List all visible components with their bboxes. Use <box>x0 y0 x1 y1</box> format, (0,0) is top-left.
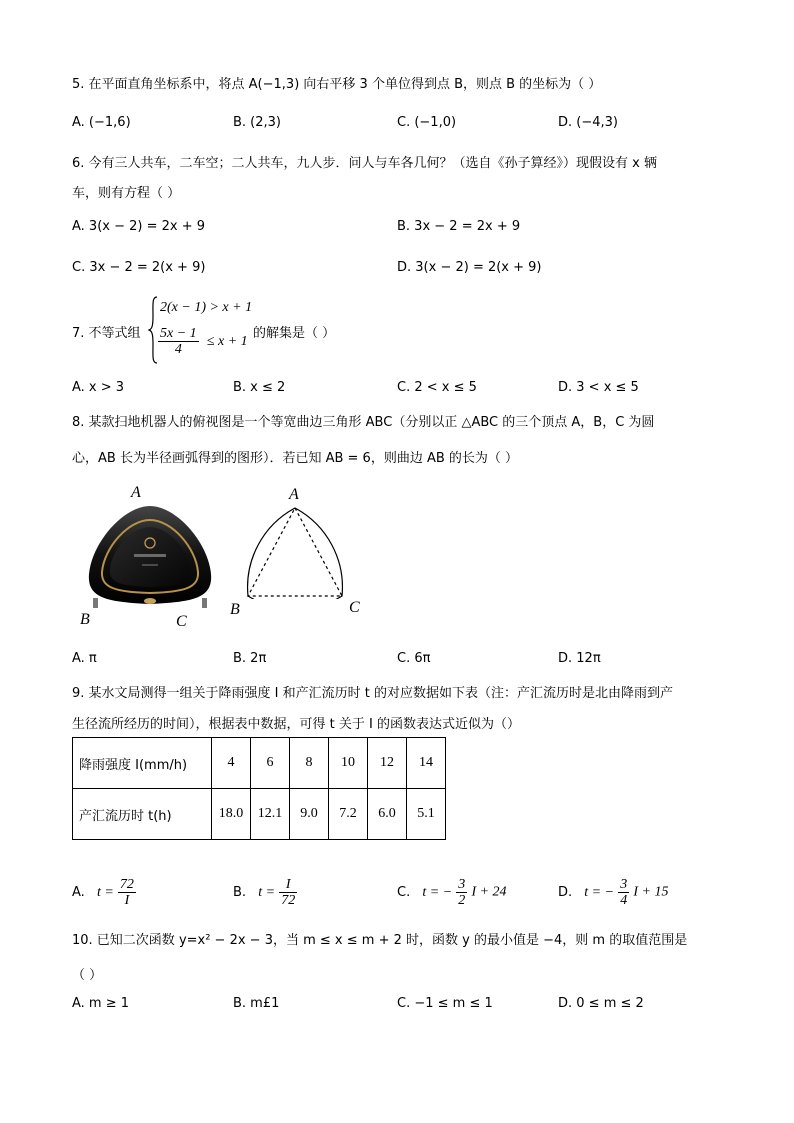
q10-stem-line1: 10. 已知二次函数 y=x² − 2x − 3，当 m ≤ x ≤ m + 2 时，函数 y 的最小值是 −4，则 m 的取值范围是 <box>72 933 688 948</box>
q7-inequality-2-rest: ≤ x + 1 <box>206 333 248 349</box>
q7-fraction <box>158 326 199 357</box>
table-cell: 12.1 <box>251 789 290 840</box>
table-cell: 6.0 <box>368 789 407 840</box>
q7-suffix: 的解集是（ ） <box>253 326 336 341</box>
q9-option-b-num: I <box>279 877 297 893</box>
q9-option-c <box>397 877 507 908</box>
table-row <box>73 789 446 840</box>
table-cell: 8 <box>290 738 329 789</box>
q10-stem-line2: （ ） <box>72 968 103 983</box>
q6-option-d: D. 3(x − 2) = 2(x + 9) <box>397 260 542 275</box>
q9-option-a-label: A. <box>72 885 85 900</box>
q5-option-d: D. (−4,3) <box>558 115 618 130</box>
q9-option-d-lhs: t = − <box>584 884 615 900</box>
q6-option-a: A. 3(x − 2) = 2x + 9 <box>72 219 206 234</box>
q8-option-d: D. 12π <box>558 651 601 666</box>
q7-fraction-den: 4 <box>174 342 182 357</box>
q9-option-d-label: D. <box>558 885 573 900</box>
q9-stem-line1: 9. 某水文局测得一组关于降雨强度 I 和产汇流历时 t 的对应数据如下表（注：产汇流历时是北由降雨到产 <box>72 686 673 701</box>
q7-inequality-1: 2(x − 1) > x + 1 <box>160 300 253 315</box>
q9-option-a-num: 72 <box>119 877 134 892</box>
table-row <box>73 738 446 789</box>
q6-option-b: B. 3x − 2 = 2x + 9 <box>397 219 521 234</box>
q9-option-c-rest: I + 24 <box>471 884 507 900</box>
q8-option-a: A. π <box>72 651 97 666</box>
q9-option-c-den: 2 <box>458 893 466 908</box>
q10-option-d: D. 0 ≤ m ≤ 2 <box>558 996 644 1011</box>
robot-label-c: C <box>176 613 187 630</box>
q7-option-d: D. 3 < x ≤ 5 <box>558 380 639 395</box>
system-brace <box>148 296 158 364</box>
q5-stem: 5. 在平面直角坐标系中，将点 A(−1,3) 向右平移 3 个单位得到点 B，则点 B 的坐标为（ ） <box>72 77 602 92</box>
triangle-label-c: C <box>349 599 360 616</box>
table-cell: 9.0 <box>290 789 329 840</box>
q9-option-a-den: I <box>124 893 130 908</box>
q9-option-d-num: 3 <box>620 877 628 892</box>
q9-option-d <box>558 877 668 908</box>
q7-inequality-2 <box>158 326 248 357</box>
q7-prefix: 7. 不等式组 <box>72 326 141 341</box>
q5-option-a: A. (−1,6) <box>72 115 131 130</box>
q9-option-c-num: 3 <box>458 877 466 892</box>
q9-option-b <box>233 877 297 908</box>
q9-option-d-rest: I + 15 <box>633 884 669 900</box>
table-cell: 14 <box>407 738 446 789</box>
robot-label-b: B <box>80 611 90 628</box>
q7-option-a: A. x > 3 <box>72 380 125 395</box>
q5-option-c: C. (−1,0) <box>397 115 457 130</box>
q9-option-b-label: B. <box>233 885 247 900</box>
q9-option-b-den: 72 <box>281 893 296 908</box>
q6-option-c: C. 3x − 2 = 2(x + 9) <box>72 260 206 275</box>
q8-option-b: B. 2π <box>233 651 267 666</box>
q9-option-b-lhs: t = <box>258 884 276 900</box>
q10-option-c: C. −1 ≤ m ≤ 1 <box>397 996 493 1011</box>
reuleaux-triangle-figure <box>240 505 352 599</box>
table-cell: 18.0 <box>212 789 251 840</box>
table-cell: 7.2 <box>329 789 368 840</box>
q6-stem-line2: 车，则有方程（ ） <box>72 186 181 201</box>
q10-option-a: A. m ≥ 1 <box>72 996 130 1011</box>
robot-vacuum-image <box>76 480 226 632</box>
table-cell: 5.1 <box>407 789 446 840</box>
q7-fraction-num: 5x − 1 <box>160 326 197 341</box>
triangle-label-b: B <box>230 601 240 618</box>
q9-option-c-lhs: t = − <box>422 884 453 900</box>
q8-option-c: C. 6π <box>397 651 431 666</box>
table-cell: 4 <box>212 738 251 789</box>
q9-option-a <box>72 877 136 908</box>
q7-option-b: B. x ≤ 2 <box>233 380 286 395</box>
rainfall-data-table <box>72 737 446 840</box>
q8-stem-line1: 8. 某款扫地机器人的俯视图是一个等宽曲边三角形 ABC（分别以正 △ABC 的三个顶点 A，B，C 为圆 <box>72 415 655 430</box>
table-header-intensity: 降雨强度 I(mm/h) <box>73 738 212 789</box>
table-cell: 6 <box>251 738 290 789</box>
q7-option-c: C. 2 < x ≤ 5 <box>397 380 477 395</box>
table-cell: 10 <box>329 738 368 789</box>
q10-option-b: B. m£1 <box>233 996 280 1011</box>
q9-stem-line2: 生径流所经历的时间），根据表中数据，可得 t 关于 I 的函数表达式近似为（） <box>72 717 520 732</box>
q5-option-b: B. (2,3) <box>233 115 282 130</box>
table-cell: 12 <box>368 738 407 789</box>
q6-stem-line1: 6. 今有三人共车，二车空；二人共车，九人步．问人与车各几何？（选自《孙子算经》）现假设有 x 辆 <box>72 156 657 171</box>
q9-option-c-label: C. <box>397 885 411 900</box>
q9-option-a-lhs: t = <box>96 884 114 900</box>
triangle-label-a: A <box>289 486 299 503</box>
table-header-duration: 产汇流历时 t(h) <box>73 789 212 840</box>
q9-option-d-den: 4 <box>620 893 628 908</box>
q8-stem-line2: 心，AB 长为半径画弧得到的图形）．若已知 AB = 6，则曲边 AB 的长为（ ） <box>72 451 519 466</box>
robot-label-a: A <box>131 484 141 501</box>
